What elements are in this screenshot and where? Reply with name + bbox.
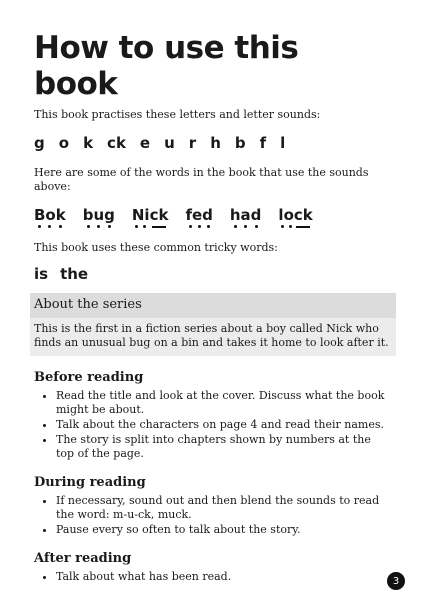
letter: g <box>34 134 45 152</box>
after-reading-section <box>34 551 390 584</box>
sound-dot <box>244 225 247 228</box>
sound-dot <box>59 225 62 228</box>
section-heading: After reading <box>34 551 132 566</box>
sound-buttons <box>132 225 169 231</box>
example-word <box>230 206 262 231</box>
page-title: How to use this book <box>34 30 299 102</box>
letter: e <box>139 134 151 152</box>
sound-dot <box>97 225 100 228</box>
example-word-text: bug <box>82 206 115 224</box>
sound-dot <box>255 225 258 228</box>
sound-dot <box>48 225 51 228</box>
example-word-text: had <box>229 206 262 224</box>
sound-dot <box>135 225 138 228</box>
sound-dot <box>207 225 210 228</box>
example-words <box>34 206 390 231</box>
sound-dot <box>108 225 111 228</box>
sound-dot <box>38 225 41 228</box>
tip-item: • Read the title and look at the cover. Discuss what the book might be about. <box>56 389 390 417</box>
sound-buttons <box>230 225 262 231</box>
sound-buttons <box>278 225 312 231</box>
letters-intro: This book practises these letters and letter sounds: <box>34 108 321 121</box>
section-heading: Before reading <box>34 370 144 385</box>
tips-list <box>34 389 390 461</box>
example-word <box>185 206 212 231</box>
sound-buttons <box>34 225 66 231</box>
during-reading-section <box>34 475 390 537</box>
tricky-word: is <box>34 265 49 283</box>
letter: ck <box>107 134 126 152</box>
tricky-word: the <box>60 265 89 283</box>
example-word-text: fed <box>185 206 213 224</box>
section-heading: During reading <box>34 475 146 490</box>
tip-item: • Pause every so often to talk about the story. <box>56 523 390 537</box>
example-word <box>83 206 115 231</box>
letter: b <box>234 134 246 152</box>
tips-list <box>34 494 390 537</box>
letter: k <box>83 134 94 152</box>
letter: o <box>58 134 70 152</box>
tricky-intro: This book uses these common tricky words: <box>34 241 278 254</box>
sound-dash <box>296 226 310 228</box>
before-reading-section <box>34 370 390 461</box>
letter: h <box>210 134 221 152</box>
example-word-text: lock <box>278 206 313 224</box>
series-heading: About the series <box>34 297 142 312</box>
words-intro: Here are some of the words in the book that use the sounds above: <box>34 166 369 193</box>
sound-dot <box>87 225 90 228</box>
series-description: This is the first in a fiction series about a boy called Nick who finds an unusual bug on a bin and takes it home to look after it. <box>30 318 396 356</box>
letter: f <box>259 134 267 152</box>
tip-item: • Talk about the characters on page 4 and read their names. <box>56 418 390 432</box>
page-number: 3 <box>387 572 405 590</box>
letter: u <box>164 134 175 152</box>
example-word-text: Nick <box>131 206 169 224</box>
letter: l <box>280 134 286 152</box>
tips-list <box>34 570 390 584</box>
sound-buttons <box>83 225 115 231</box>
tip-item: • If necessary, sound out and then blend the sounds to read the word: m-u-ck, muck. <box>56 494 390 522</box>
tip-item: • The story is split into chapters shown by numbers at the top of the page. <box>56 433 390 461</box>
tip-item: • Talk about what has been read. <box>56 570 390 584</box>
sound-dash <box>152 226 166 228</box>
example-word <box>34 206 66 231</box>
example-word-text: Bok <box>34 206 66 224</box>
sound-dot <box>143 225 146 228</box>
tricky-words <box>34 265 390 283</box>
series-panel <box>30 293 396 356</box>
sound-buttons <box>185 225 212 231</box>
example-word <box>278 206 312 231</box>
sound-dot <box>234 225 237 228</box>
sound-dot <box>198 225 201 228</box>
letters-list <box>34 134 390 152</box>
letter: r <box>188 134 197 152</box>
guide-page <box>34 30 390 585</box>
sound-dot <box>189 225 192 228</box>
sound-dot <box>281 225 284 228</box>
sound-dot <box>289 225 292 228</box>
example-word <box>132 206 169 231</box>
